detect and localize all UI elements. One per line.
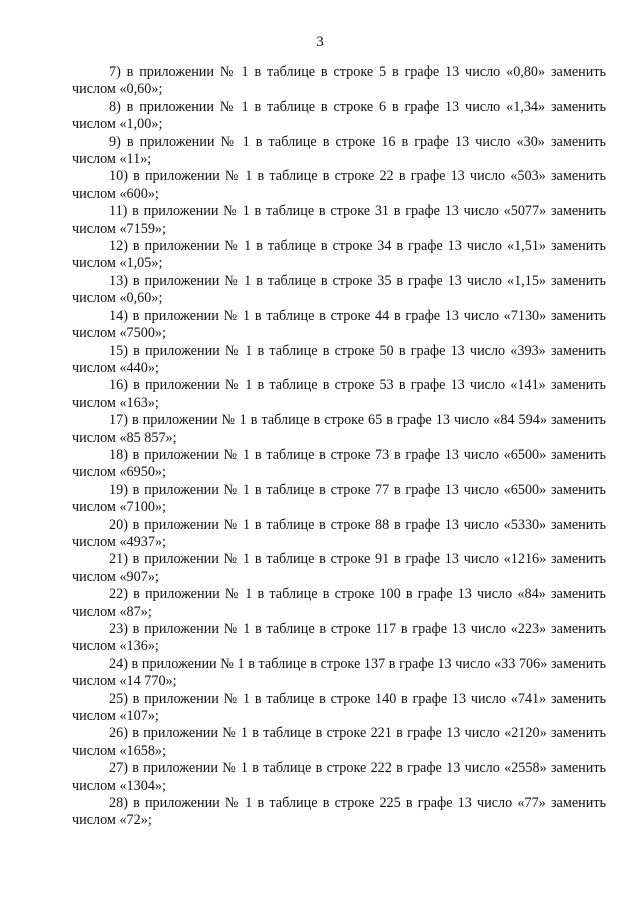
list-item: 25) в приложении № 1 в таблице в строке 140 в графе 13 число «741» заменить числом «107»;: [72, 690, 606, 725]
list-item: 20) в приложении № 1 в таблице в строке 88 в графе 13 число «5330» заменить числом «4937»;: [72, 516, 606, 550]
list-item: 27) в приложении № 1 в таблице в строке 222 в графе 13 число «2558» заменить числом «1304»;: [72, 760, 606, 794]
list-item: 15) в приложении № 1 в таблице в строке 50 в графе 13 число «393» заменить числом «440»;: [72, 342, 606, 376]
list-item: 10) в приложении № 1 в таблице в строке 22 в графе 13 число «503» заменить числом «600»;: [72, 168, 606, 202]
list-item: 8) в приложении № 1 в таблице в строке 6 в графе 13 число «1,34» заменить числом «1,00»;: [72, 98, 606, 133]
list-item: 23) в приложении № 1 в таблице в строке 117 в графе 13 число «223» заменить числом «136»;: [72, 621, 606, 655]
amendment-list: [72, 64, 606, 830]
list-item: 17) в приложении № 1 в таблице в строке 65 в графе 13 число «84 594» заменить числом «85 857»;: [72, 412, 606, 446]
list-item: 14) в приложении № 1 в таблице в строке 44 в графе 13 число «7130» заменить числом «7500»;: [72, 307, 606, 342]
list-item: 28) в приложении № 1 в таблице в строке 225 в графе 13 число «77» заменить числом «72»;: [72, 795, 606, 829]
list-item: 22) в приложении № 1 в таблице в строке 100 в графе 13 число «84» заменить числом «87»;: [72, 586, 606, 620]
list-item: 7) в приложении № 1 в таблице в строке 5 в графе 13 число «0,80» заменить числом «0,60»;: [72, 64, 606, 98]
list-item: 18) в приложении № 1 в таблице в строке 73 в графе 13 число «6500» заменить числом «6950»;: [72, 446, 606, 481]
list-item: 9) в приложении № 1 в таблице в строке 16 в графе 13 число «30» заменить числом «11»;: [72, 133, 606, 168]
list-item: 21) в приложении № 1 в таблице в строке 91 в графе 13 число «1216» заменить числом «907»;: [72, 551, 606, 585]
list-item: 19) в приложении № 1 в таблице в строке 77 в графе 13 число «6500» заменить числом «7100»;: [72, 481, 606, 516]
list-item: 16) в приложении № 1 в таблице в строке 53 в графе 13 число «141» заменить числом «163»;: [72, 377, 606, 411]
page-number: 3: [316, 34, 324, 50]
list-item: 12) в приложении № 1 в таблице в строке 34 в графе 13 число «1,51» заменить числом «1,05»;: [72, 238, 606, 272]
list-item: 13) в приложении № 1 в таблице в строке 35 в графе 13 число «1,15» заменить числом «0,60»;: [72, 272, 606, 307]
list-item: 11) в приложении № 1 в таблице в строке 31 в графе 13 число «5077» заменить числом «7159»;: [72, 203, 606, 237]
list-item: 24) в приложении № 1 в таблице в строке 137 в графе 13 число «33 706» заменить числом «14 770»;: [72, 655, 606, 690]
list-item: 26) в приложении № 1 в таблице в строке 221 в графе 13 число «2120» заменить числом «1658»;: [72, 725, 606, 759]
